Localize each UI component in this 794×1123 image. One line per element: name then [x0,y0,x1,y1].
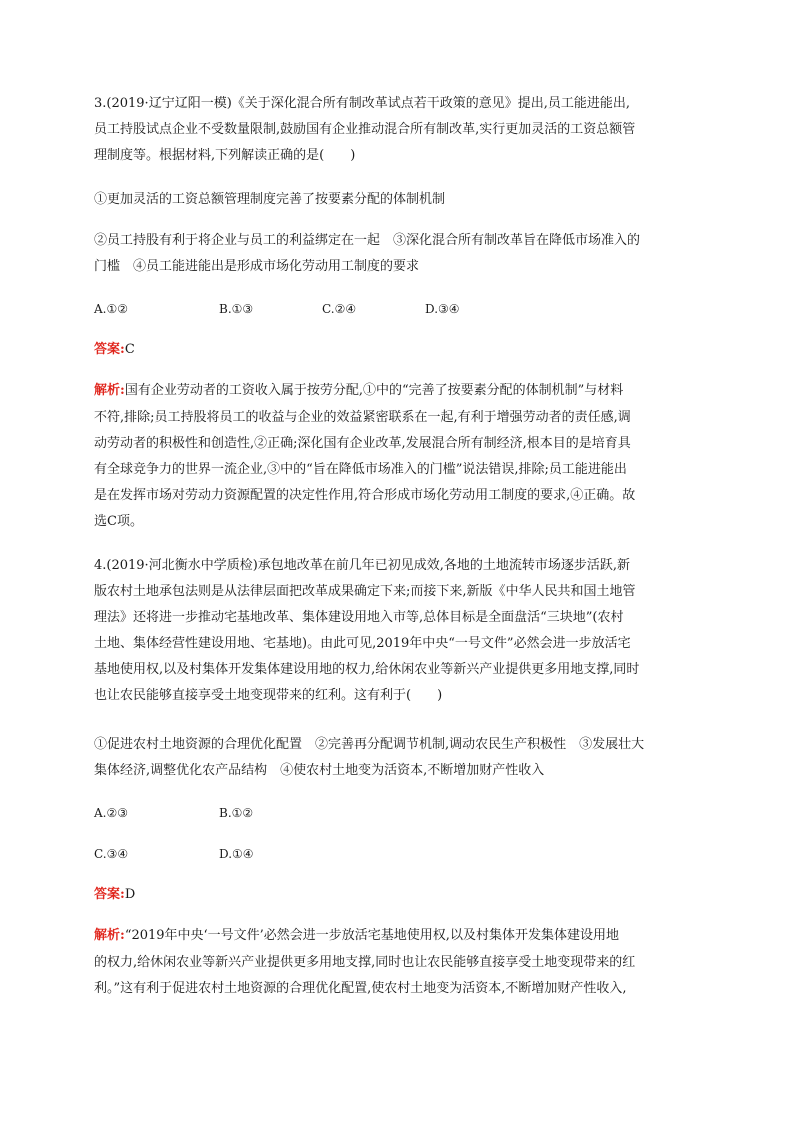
q4-analysis-line-2: 的权力,给休闲农业等新兴产业提供更多用地支撑,同时也让农民能够直接享受土地变现带来的红 [94,955,636,970]
q4-option-b: B.①② [219,806,254,820]
q4-statement-1: ①促进农村土地资源的合理优化配置 ②完善再分配调节机制,调动农民生产积极性 ③发展壮大 [94,737,645,752]
q4-stem-line-1: 4.(2019·河北衡水中学质检)承包地改革在前几年已初见成效,各地的土地流转市场逐步活跃,新 [94,558,631,573]
q3-statement-3: 门槛 ④员工能进能出是形成市场化劳动用工制度的要求 [94,259,420,274]
q3-analysis-line-4: 有全球竞争力的世界一流企业,③中的“旨在降低市场准入的门槛”说法错误,排除;员工能进能出 [94,462,627,477]
q3-analysis-text-1: 国有企业劳动者的工资收入属于按劳分配,①中的“完善了按要素分配的体制机制”与材料 [124,383,624,398]
q3-analysis-line-6: 选C项。 [94,514,143,529]
q3-option-b: B.①③ [219,302,254,316]
q4-answer [94,887,135,903]
q4-answer-value: D [124,887,136,902]
q3-answer [94,342,135,358]
q4-analysis-line-1 [94,928,619,944]
q3-analysis-line-5: 是在发挥市场对劳动力资源配置的决定性作用,符合形成市场化劳动用工制度的要求,④正确。故 [94,488,636,503]
q3-option-c: C.②④ [322,302,357,316]
q4-analysis-label: 解析: [94,928,125,943]
q3-option-d: D.③④ [425,302,460,316]
q3-stem-line-3: 理制度等。根据材料,下列解读正确的是( ) [94,148,356,163]
q3-statement-2: ②员工持股有利于将企业与员工的利益绑定在一起 ③深化混合所有制改革旨在降低市场准入的 [94,233,641,248]
q3-analysis-line-1 [94,383,623,399]
q4-option-a: A.②③ [94,806,128,820]
q4-option-d: D.①④ [219,847,254,861]
q4-stem-line-4: 土地、集体经营性建设用地、宅基地)。由此可见,2019年中央“一号文件”必然会进一步放活宅 [94,636,631,651]
q3-stem-line-2: 员工持股试点企业不受数量限制,鼓励国有企业推动混合所有制改革,实行更加灵活的工资总额管 [94,122,636,137]
q3-analysis-line-2: 不符,排除;员工持股将员工的收益与企业的效益紧密联系在一起,有利于增强劳动者的责任感,调 [94,410,631,425]
q3-option-a: A.①② [94,302,128,316]
q3-answer-value: C [124,342,135,357]
q4-statement-2: 集体经济,调整优化农产品结构 ④使农村土地变为活资本,不断增加财产性收入 [94,763,545,778]
q4-stem-line-3: 理法》还将进一步推动宅基地改革、集体建设用地入市等,总体目标是全面盘活“三块地”(农村 [94,610,624,625]
q4-option-c: C.③④ [94,847,129,861]
q3-answer-label: 答案: [94,342,125,357]
q4-stem-line-5: 基地使用权,以及村集体开发集体建设用地的权力,给休闲农业等新兴产业提供更多用地支撑,同时 [94,662,640,677]
q4-stem-line-6: 也让农民能够直接享受土地变现带来的红利。这有利于( ) [94,688,443,703]
q4-answer-label: 答案: [94,887,125,902]
q3-analysis-line-3: 动劳动者的积极性和创造性,②正确;深化国有企业改革,发展混合所有制经济,根本目的是培育具 [94,436,631,451]
q3-analysis-label: 解析: [94,383,125,398]
q4-analysis-line-3: 利。”这有利于促进农村土地资源的合理优化配置,使农村土地变为活资本,不断增加财产性收入, [94,981,627,996]
q3-stem-line-1: 3.(2019·辽宁辽阳一模)《关于深化混合所有制改革试点若干政策的意见》提出,员工能进能出, [94,96,631,111]
q4-analysis-text-1: “2019年中央‘一号文件’必然会进一步放活宅基地使用权,以及村集体开发集体建设用地 [124,928,619,943]
q4-stem-line-2: 版农村土地承包法则是从法律层面把改革成果确定下来;而接下来,新版《中华人民共和国土地管 [94,584,636,599]
q3-statement-1: ①更加灵活的工资总额管理制度完善了按要素分配的体制机制 [94,192,446,207]
